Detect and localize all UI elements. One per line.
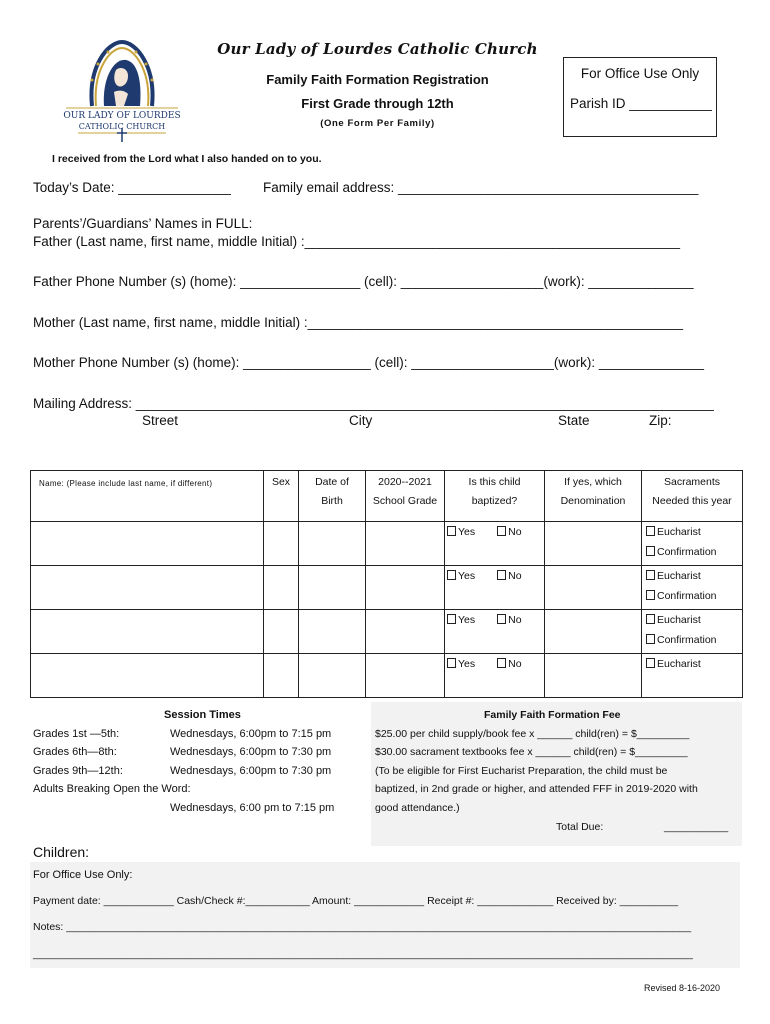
baptized-cell <box>445 566 545 610</box>
denomination-cell[interactable] <box>545 654 642 698</box>
table-header-row <box>31 471 743 522</box>
child-grade-cell[interactable] <box>366 522 445 566</box>
church-logo <box>58 36 186 144</box>
header-baptized-2: baptized? <box>471 495 518 507</box>
church-name-heading: Our Lady of Lourdes Catholic Church <box>217 40 538 58</box>
header-denom-1: If yes, which <box>564 476 622 488</box>
office-use-title: For Office Use Only <box>580 66 700 81</box>
address-street-label: Street <box>142 413 179 428</box>
no-label: No <box>508 570 522 582</box>
header-denom-2: Denomination <box>560 495 626 507</box>
form-title: Family Faith Formation Registration <box>266 72 489 87</box>
eucharist-checkbox[interactable] <box>642 610 742 630</box>
fee-panel <box>371 702 742 846</box>
fee-note-2: baptized, in 2nd grade or higher, and attended FFF in 2019-2020 with <box>375 783 698 795</box>
session-grade-2: Grades 6th—8th: <box>33 746 117 758</box>
child-grade-cell[interactable] <box>366 610 445 654</box>
table-row <box>31 522 743 566</box>
child-dob-cell[interactable] <box>299 566 366 610</box>
children-table <box>30 470 743 698</box>
yes-label: Yes <box>458 570 476 582</box>
mother-name-field[interactable]: Mother (Last name, first name, middle Initial) :__________________________________________________ <box>33 315 684 330</box>
no-label: No <box>508 614 522 626</box>
header-sacr-2: Needed this year <box>652 495 732 507</box>
sacraments-cell <box>642 654 743 698</box>
session-time-1: Wednesdays, 6:00pm to 7:15 pm <box>170 728 332 740</box>
sacraments-cell <box>642 610 743 654</box>
parents-heading: Parents’/Guardians’ Names in FULL: <box>33 216 253 231</box>
office-use-heading: For Office Use Only: <box>33 869 133 881</box>
yes-label: Yes <box>458 614 476 626</box>
child-sex-cell[interactable] <box>264 654 299 698</box>
header-baptized-1: Is this child <box>468 476 521 488</box>
child-name-cell[interactable] <box>31 522 264 566</box>
child-dob-cell[interactable] <box>299 654 366 698</box>
no-checkbox[interactable] <box>497 570 521 582</box>
baptized-cell <box>445 654 545 698</box>
no-checkbox[interactable] <box>497 526 521 538</box>
no-checkbox[interactable] <box>497 614 521 626</box>
header-sacr-1: Sacraments <box>663 476 721 488</box>
child-sex-cell[interactable] <box>264 610 299 654</box>
one-form-note: (One Form Per Family) <box>320 118 435 129</box>
fee-line-supply[interactable]: $25.00 per child supply/book fee x ______ child(ren) = $_________ <box>375 728 690 740</box>
mailing-address-field[interactable]: Mailing Address: _____________________________________________________________________________ <box>33 396 714 411</box>
header-dob-2: Birth <box>321 495 343 507</box>
father-name-field[interactable]: Father (Last name, first name, middle Initial) :__________________________________________________ <box>33 234 681 249</box>
session-adults-time: Wednesdays, 6:00 pm to 7:15 pm <box>170 802 335 814</box>
confirmation-label: Confirmation <box>657 634 717 646</box>
confirmation-checkbox[interactable] <box>642 542 742 562</box>
child-dob-cell[interactable] <box>299 610 366 654</box>
yes-checkbox[interactable] <box>447 526 475 538</box>
child-grade-cell[interactable] <box>366 654 445 698</box>
father-phone-field[interactable]: Father Phone Number (s) (home): ________________ (cell): ___________________(work): ______________ <box>33 274 694 289</box>
child-grade-cell[interactable] <box>366 566 445 610</box>
fee-note-3: good attendance.) <box>375 802 460 814</box>
eucharist-checkbox[interactable] <box>642 566 742 586</box>
denomination-cell[interactable] <box>545 566 642 610</box>
baptized-cell <box>445 610 545 654</box>
denomination-cell[interactable] <box>545 522 642 566</box>
header-dob <box>299 471 366 522</box>
eucharist-checkbox[interactable] <box>642 522 742 542</box>
yes-checkbox[interactable] <box>447 614 475 626</box>
confirmation-checkbox[interactable] <box>642 586 742 606</box>
grades-subtitle: First Grade through 12th <box>301 96 454 111</box>
address-zip-label: Zip: <box>649 413 672 428</box>
yes-checkbox[interactable] <box>447 658 475 670</box>
header-grade-2: School Grade <box>372 495 438 507</box>
child-dob-cell[interactable] <box>299 522 366 566</box>
yes-checkbox[interactable] <box>447 570 475 582</box>
header-name: Name: (Please include last name, if different) <box>31 471 264 522</box>
header-grade <box>366 471 445 522</box>
fee-note-1: (To be eligible for First Eucharist Preparation, the child must be <box>375 765 668 777</box>
notes-field[interactable]: Notes: ___________________________________________________________________________________________________________ <box>33 921 692 933</box>
sacraments-cell <box>642 566 743 610</box>
header-sacraments <box>642 471 743 522</box>
eucharist-checkbox[interactable] <box>642 654 742 674</box>
table-row <box>31 654 743 698</box>
session-grade-3: Grades 9th—12th: <box>33 765 123 777</box>
confirmation-label: Confirmation <box>657 590 717 602</box>
sacraments-cell <box>642 522 743 566</box>
yes-label: Yes <box>458 658 476 670</box>
header-grade-1: 2020--2021 <box>378 476 432 488</box>
child-sex-cell[interactable] <box>264 522 299 566</box>
no-checkbox[interactable] <box>497 658 521 670</box>
child-sex-cell[interactable] <box>264 566 299 610</box>
eucharist-label: Eucharist <box>657 526 701 538</box>
child-name-cell[interactable] <box>31 610 264 654</box>
child-name-cell[interactable] <box>31 654 264 698</box>
total-due-field[interactable]: ___________ <box>664 821 729 833</box>
table-row <box>31 566 743 610</box>
fee-title: Family Faith Formation Fee <box>484 709 621 721</box>
total-due-label: Total Due: <box>556 821 604 833</box>
fee-line-sacrament[interactable]: $30.00 sacrament textbooks fee x ______ child(ren) = $_________ <box>375 746 688 758</box>
logo-text-line2: CATHOLIC CHURCH <box>78 122 166 131</box>
header-baptized <box>445 471 545 522</box>
eucharist-label: Eucharist <box>657 658 701 670</box>
eucharist-label: Eucharist <box>657 570 701 582</box>
scripture-quote: I received from the Lord what I also handed on to you. <box>52 153 322 165</box>
child-name-cell[interactable] <box>31 566 264 610</box>
todays-date-field[interactable]: Today’s Date: _______________ <box>33 180 231 195</box>
revised-date: Revised 8-16-2020 <box>644 983 721 993</box>
yes-label: Yes <box>458 526 476 538</box>
session-time-3: Wednesdays, 6:00pm to 7:30 pm <box>170 765 332 777</box>
confirmation-label: Confirmation <box>657 546 717 558</box>
logo-text-line1: OUR LADY OF LOURDES <box>63 111 181 121</box>
session-grade-1: Grades 1st —5th: <box>33 728 120 740</box>
table-row <box>31 610 743 654</box>
office-use-panel <box>30 862 740 968</box>
address-city-label: City <box>349 413 373 428</box>
mother-phone-field[interactable]: Mother Phone Number (s) (home): _________________ (cell): ___________________(work): ______________ <box>33 355 704 370</box>
no-label: No <box>508 658 522 670</box>
confirmation-checkbox[interactable] <box>642 630 742 650</box>
denomination-cell[interactable] <box>545 610 642 654</box>
family-email-field[interactable]: Family email address: ________________________________________ <box>263 180 699 195</box>
office-use-box <box>563 57 717 137</box>
session-adults: Adults Breaking Open the Word: <box>33 783 191 795</box>
payment-fields[interactable]: Payment date: ____________ Cash/Check #:___________ Amount: ____________ Receipt #: _____________ Received by: __________ <box>33 895 679 907</box>
header-dob-1: Date of <box>315 476 349 488</box>
session-time-2: Wednesdays, 6:00pm to 7:30 pm <box>170 746 332 758</box>
header-denomination <box>545 471 642 522</box>
eucharist-label: Eucharist <box>657 614 701 626</box>
address-state-label: State <box>558 413 590 428</box>
no-label: No <box>508 526 522 538</box>
baptized-cell <box>445 522 545 566</box>
notes-field-line2[interactable]: _________________________________________________________________________________________________________________ <box>33 948 693 960</box>
session-times-title: Session Times <box>164 709 241 721</box>
children-label: Children: <box>33 844 90 860</box>
parish-id-field[interactable]: Parish ID ___________ <box>570 96 712 111</box>
header-sex: Sex <box>264 471 299 522</box>
